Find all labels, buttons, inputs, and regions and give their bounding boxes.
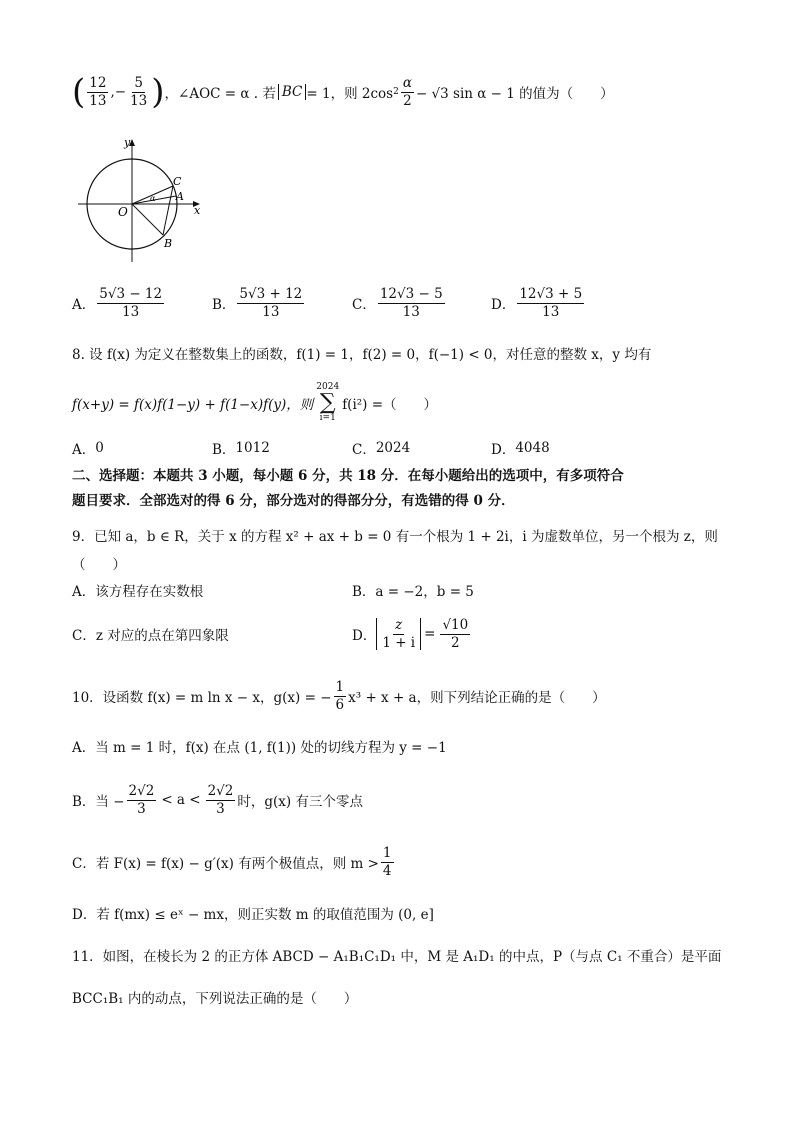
q8-stem-line1: 8. 设 f(x) 为定义在整数集上的函数，f(1) = 1，f(2) = 0，f(−1) < 0，对任意的整数 x，y 均有 <box>72 347 652 363</box>
q11-stem-line1: 11．如图，在棱长为 2 的正方体 ABCD − A₁B₁C₁D₁ 中，M 是 A₁D₁ 的中点，P（与点 C₁ 不重合）是平面 <box>72 949 722 965</box>
q10-option-a[interactable]: A．当 m = 1 时，f(x) 在点 (1, f(1)) 处的切线方程为 y = −1 <box>72 740 447 756</box>
q7-option-b[interactable]: B． $\frac{5√3 + 12}{13}$ <box>212 285 303 320</box>
q10-stem-line: 10．设函数 f(x) = m ln x − x，g(x) = − $\frac{1}{6}$ x³ + x + a，则下列结论正确的是（ ） <box>72 678 606 713</box>
q8-option-a[interactable]: A． 0 <box>72 440 104 458</box>
q8-stem-line2: f(x+y) = f(x)f(1−y) + f(1−x)f(y)，则 2024 ∑ i=1 f(i²) =（ ） <box>72 382 438 423</box>
q10-option-d[interactable]: D．若 f(mx) ≤ eˣ − mx，则正实数 m 的取值范围为 (0, e] <box>72 907 434 923</box>
a-label: A <box>176 190 184 203</box>
half-alpha-fraction: $\frac{\alpha}{2}$ <box>402 74 412 109</box>
y-label: y <box>124 136 131 149</box>
q9-stem-line1: 9．已知 a，b ∈ R，关于 x 的方程 x² + ax + b = 0 有一个根为 1 + 2i，i 为虚数单位，另一个根为 z，则 <box>72 529 718 545</box>
right-paren: ) <box>151 72 165 112</box>
q9-option-b[interactable]: B．a = −2，b = 5 <box>352 584 474 600</box>
q7-tail: − √3 sin α − 1 的值为（ ） <box>415 86 614 102</box>
alpha-label: α <box>150 194 156 203</box>
c-label: C <box>173 175 182 188</box>
q9-option-d[interactable]: D． $\frac{z}{1 + i}$ = $\frac{√10}{2}$ <box>352 616 469 651</box>
segment-cb <box>163 186 173 235</box>
q10-option-b[interactable]: B．当 − $\frac{2√2}{3}$ < a < $\frac{2√2}{3}$ 时，g(x) 有三个零点 <box>72 782 363 817</box>
q9-stem-line2: （ ） <box>72 557 126 573</box>
q9-option-a[interactable]: A．该方程存在实数根 <box>72 584 204 600</box>
o-label: O <box>118 205 128 219</box>
coord-x-fraction: $\frac{12}{13}$ <box>89 74 107 109</box>
ray-ob <box>132 204 163 235</box>
coord-y-fraction: $\frac{5}{13}$ <box>130 74 148 109</box>
left-paren: ( <box>72 72 86 112</box>
q7-stem-line: ( $\frac{12}{13}$ ,− $\frac{5}{13}$ ) ，∠AOC = α . 若 BC = 1，则 2cos 2 $\frac{\alpha}{2}$ − √3 sin α − 1 的值为（ ） <box>72 72 614 112</box>
bc-abs: BC <box>278 84 307 100</box>
q10-option-c[interactable]: C．若 F(x) = f(x) − g′(x) 有两个极值点，则 m > $\frac{1}{4}$ <box>72 844 392 879</box>
b-label: B <box>164 237 173 250</box>
q11-stem-line2: BCC₁B₁ 内的动点，下列说法正确的是（ ） <box>72 991 358 1007</box>
q7-option-a[interactable]: A． $\frac{5√3 - 12}{13}$ <box>72 285 163 320</box>
q8-option-d[interactable]: D． 4048 <box>491 440 550 458</box>
q7-option-c[interactable]: C． $\frac{12√3 - 5}{13}$ <box>352 285 443 320</box>
x-label: x <box>194 204 201 217</box>
summation: 2024 ∑ i=1 <box>316 382 340 423</box>
angle-text: ，∠AOC = α . 若 <box>164 86 276 102</box>
eq-text: = 1，则 2cos <box>306 86 394 102</box>
q8-option-c[interactable]: C． 2024 <box>352 440 411 458</box>
q9-option-c[interactable]: C．z 对应的点在第四象限 <box>72 628 229 644</box>
unit-circle-figure <box>72 134 212 264</box>
section2-heading-line1: 二、选择题：本题共 3 小题，每小题 6 分，共 18 分．在每小题给出的选项中，有多项符合 <box>72 468 624 484</box>
q7-option-d[interactable]: D． $\frac{12√3 + 5}{13}$ <box>491 285 583 320</box>
q8-option-b[interactable]: B． 1012 <box>212 440 270 458</box>
section2-heading-line2: 题目要求．全部选对的得 6 分，部分选对的得部分分，有选错的得 0 分． <box>72 493 515 509</box>
